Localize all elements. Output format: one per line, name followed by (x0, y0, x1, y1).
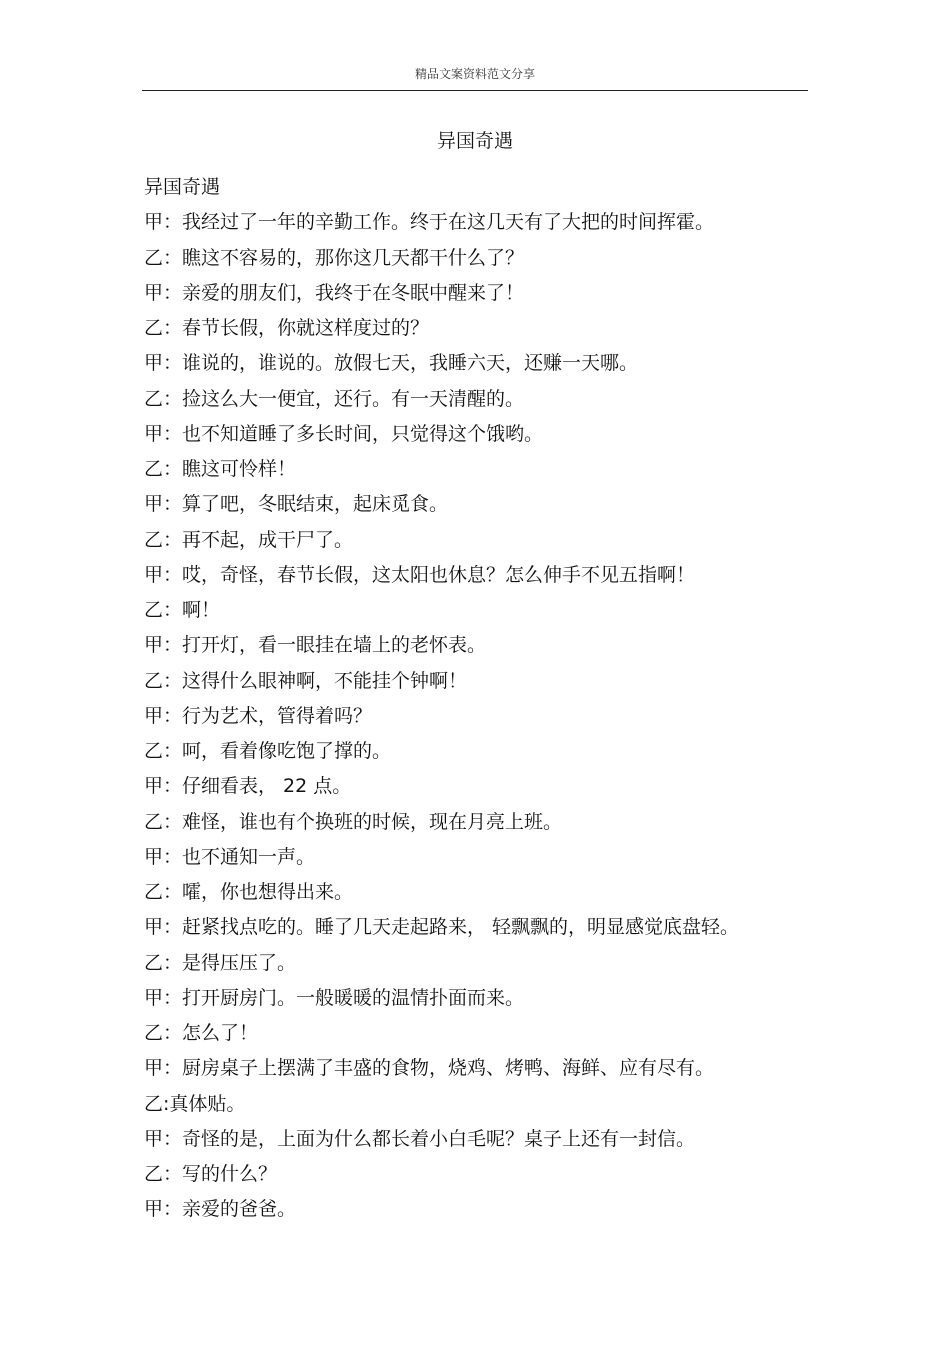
dialogue-line: 甲：也不通知一声。 (144, 845, 316, 868)
dialogue-line: 乙：春节长假，你就这样度过的？ (144, 317, 430, 339)
document-body (144, 170, 824, 1228)
header-divider (142, 90, 808, 91)
dialogue-line: 乙:真体贴。 (144, 1092, 246, 1115)
dialogue-line: 甲：我经过了一年的辛勤工作。终于在这几天有了大把的时间挥霍。 (144, 211, 715, 234)
dialogue-line: 乙：呵，看着像吃饱了撑的。 (144, 740, 392, 762)
dialogue-line: 甲：也不知道睡了多长时间，只觉得这个饿哟。 (144, 422, 544, 445)
dialogue-line: 甲：赶紧找点吃的。睡了几天走起路来， 轻飘飘的，明显感觉底盘轻。 (144, 916, 740, 939)
page-header: 精品文案资料范文分享 (414, 67, 535, 81)
dialogue-line: 乙：是得压压了。 (144, 951, 297, 974)
dialogue-line: 甲：哎，奇怪，春节长假，这太阳也休息？怎么伸手不见五指啊！ (144, 563, 696, 586)
dialogue-line: 乙：怎么了！ (144, 1022, 259, 1044)
dialogue-line: 甲：仔细看表， 22 点。 (144, 775, 352, 798)
dialogue-line: 乙：难怪，谁也有个换班的时候，现在月亮上班。 (144, 810, 563, 833)
dialogue-line: 乙：瞧这不容易的，那你这几天都干什么了？ (144, 246, 525, 269)
dialogue-line: 甲：打开灯，看一眼挂在墙上的老怀表。 (144, 634, 487, 657)
dialogue-line: 甲：厨房桌子上摆满了丰盛的食物，烧鸡、烤鸭、海鲜、应有尽有。 (144, 1057, 715, 1080)
dialogue-line: 乙：嚯，你也想得出来。 (144, 881, 354, 903)
document-title: 异国奇遇 (436, 130, 513, 152)
dialogue-line: 乙：捡这么大一便宜，还行。有一天清醒的。 (144, 387, 525, 410)
dialogue-line: 甲：行为艺术，管得着吗？ (144, 704, 373, 727)
dialogue-line: 乙：这得什么眼神啊，不能挂个钟啊！ (144, 669, 468, 692)
dialogue-line: 乙：啊！ (144, 599, 221, 621)
dialogue-line: 甲：谁说的，谁说的。放假七天，我睡六天，还赚一天哪。 (144, 352, 639, 375)
dialogue-line: 甲：亲爱的爸爸。 (144, 1198, 297, 1221)
dialogue-line: 甲：奇怪的是，上面为什么都长着小白毛呢？桌子上还有一封信。 (144, 1127, 696, 1150)
dialogue-line: 甲：亲爱的朋友们，我终于在冬眠中醒来了！ (144, 281, 525, 304)
body-heading: 异国奇遇 (144, 176, 221, 198)
dialogue-line: 甲：打开厨房门。一般暖暖的温情扑面而来。 (144, 986, 525, 1009)
dialogue-line: 乙：再不起，成干尸了。 (144, 528, 354, 551)
dialogue-line: 甲：算了吧，冬眠结束，起床觅食。 (144, 493, 449, 516)
dialogue-line: 乙：写的什么？ (144, 1163, 278, 1185)
dialogue-line: 乙：瞧这可怜样！ (144, 458, 297, 480)
